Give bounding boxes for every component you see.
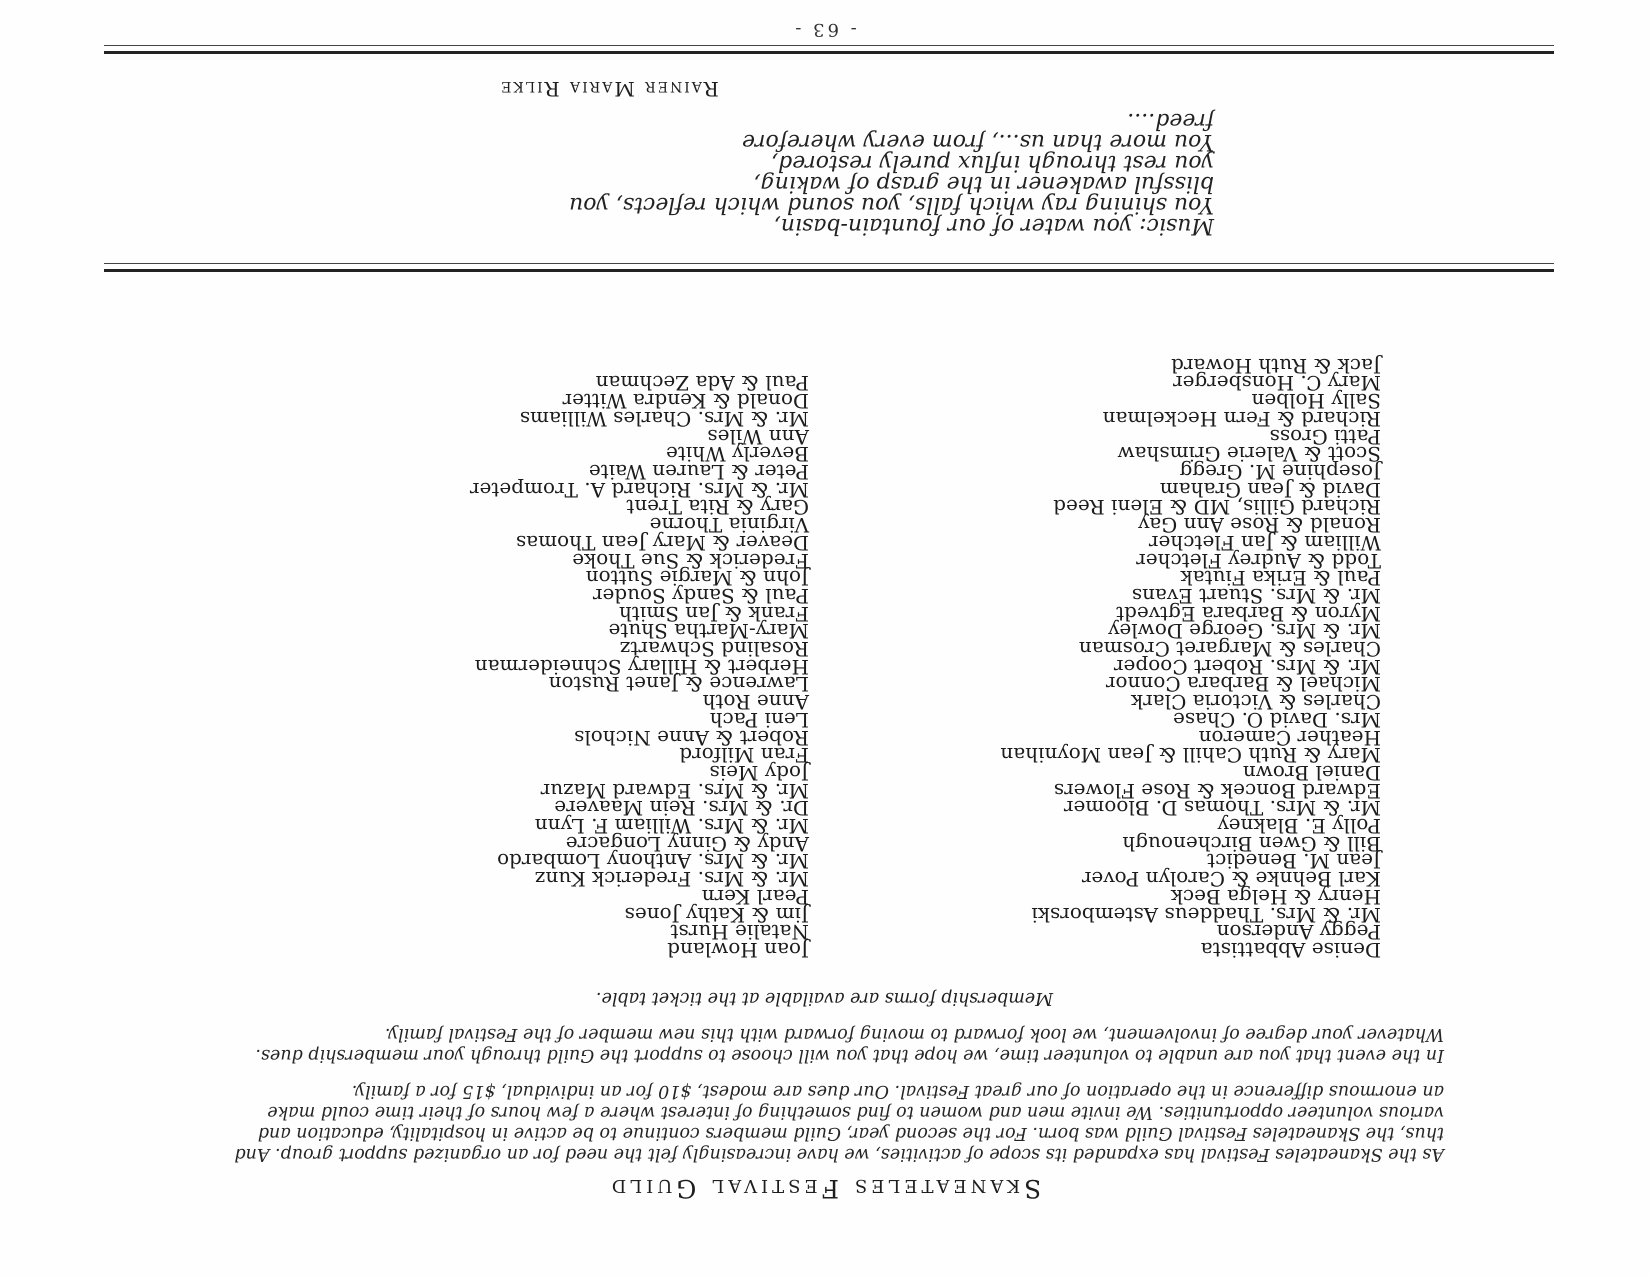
member-name: Richard & Fern Heckelman	[1102, 406, 1381, 431]
member-name: Michael & Barbara Connor	[1105, 672, 1381, 697]
top-rule-thin	[104, 45, 1554, 46]
member-name: Jack & Ruth Howard	[1171, 353, 1381, 378]
member-list-left	[1000, 353, 1381, 962]
membership-forms-note: Membership forms are available at the ticket table.	[595, 988, 1054, 1008]
poem-line: freed....	[1127, 108, 1214, 133]
poem-line: You shining ray which falls, you sound which reflects, you	[569, 192, 1214, 217]
member-name: Jim & Kathy Jones	[624, 902, 809, 927]
member-name: Mr. & Mrs. William F. Lynn	[534, 814, 809, 839]
member-name: Mary & Ruth Cahill & Jean Moynihan	[1000, 743, 1381, 768]
member-name: Mary-Martha Shute	[608, 619, 809, 644]
member-name: Mr. & Mrs. Thomas D. Bloomer	[1063, 796, 1381, 821]
member-name: Beverly White	[666, 442, 809, 467]
member-name: Gary & Rita Trent	[626, 495, 809, 520]
member-list-right	[469, 371, 809, 962]
poem-excerpt	[454, 110, 1214, 236]
member-name: Mr. & Mrs. Richard A. Trompeter	[469, 477, 809, 502]
member-name: Ronald & Rose Ann Gay	[1138, 513, 1381, 538]
member-name: Joan Howland	[667, 938, 809, 962]
intro-line: In the event that you are unable to volunteer time, we hope that you will choose to support the Guild through your membership dues.	[255, 1045, 1444, 1065]
member-name: Frederick & Sue Thoke	[572, 548, 809, 573]
member-name: Patti Gross	[1269, 424, 1381, 449]
member-name: Paul & Sandy Souder	[592, 583, 809, 608]
member-name: Henry & Helga Beck	[1170, 884, 1381, 909]
member-name: Leni Pach	[709, 707, 809, 732]
member-name: Mr. & Mrs. Thaddeus Astemborski	[1031, 902, 1381, 927]
intro-line: an enormous difference in the operation of our great Festival. Our dues are modest, $10 for an individual, $15 for a family.	[351, 1081, 1444, 1101]
member-name: Todd & Audrey Fletcher	[1136, 548, 1381, 573]
member-name: Dr. & Mrs. Rein Maavere	[554, 796, 809, 821]
intro-line: various volunteer opportunities. We invite men and women to find something of interest where a few hours of their time could make	[267, 1102, 1444, 1122]
poem-line: you rest through influx purely restored,	[771, 150, 1214, 175]
member-name: Bill & Gwen Birchenough	[1122, 831, 1381, 856]
member-name: Peggy Anderson	[1216, 920, 1381, 945]
member-name: Mrs. David O. Chase	[1173, 707, 1381, 732]
member-name: Josephine M. Gregg	[1179, 460, 1381, 485]
member-name: Fran Milford	[679, 743, 809, 768]
member-name: Natalie Hurst	[670, 920, 809, 945]
member-name: Mr. & Mrs. Edward Mazur	[540, 778, 809, 803]
member-name: Frank & Jan Smith	[618, 601, 809, 626]
member-name: Mr. & Mrs. Anthony Lombardo	[497, 849, 809, 874]
member-name: Donald & Kendra Witter	[562, 389, 809, 414]
member-name: Mr. & Mrs. Robert Cooper	[1113, 654, 1381, 679]
member-name: Mr. & Mrs. George Dowley	[1108, 619, 1381, 644]
member-name: Herbert & Hillary Schneiderman	[474, 654, 809, 679]
intro-line: thus, the Skaneateles Festival Guild was born. For the second year, Guild members continue to be active in hospitality, education and	[257, 1123, 1444, 1143]
member-name: Edward Boncek & Rose Flowers	[1053, 778, 1381, 803]
member-name: Paul & Ada Zechman	[595, 371, 809, 396]
member-name: Myron & Barbara Egtvedt	[1116, 601, 1381, 626]
section-rule-thin	[104, 263, 1554, 264]
member-name: Anne Roth	[702, 690, 809, 715]
member-name: Mr. & Mrs. Stuart Evans	[1131, 583, 1381, 608]
intro-line: As the Skaneateles Festival has expanded its scope of activities, we have increasingly felt the need for an organized support group. And	[234, 1144, 1444, 1164]
member-name: Rosalind Schwartz	[619, 637, 809, 662]
member-name: Mary C. Honsberger	[1173, 371, 1381, 396]
member-name: Jody Meis	[709, 760, 809, 785]
top-rule	[104, 51, 1554, 54]
member-name: John & Margie Sutton	[585, 566, 809, 591]
member-name: Daniel Brown	[1242, 760, 1381, 785]
member-name: Pearl Kern	[701, 884, 809, 909]
member-name: Polly E. Blakney	[1217, 814, 1381, 839]
member-name: Mr. & Mrs. Frederick Kunz	[534, 867, 809, 892]
member-name: Charles & Victoria Clark	[1131, 690, 1381, 715]
poem-line: You more than us..., from every wherefore	[741, 129, 1214, 154]
section-rule	[104, 269, 1554, 272]
member-name: Scott & Valerie Grimshaw	[1117, 442, 1381, 467]
member-name: Charles & Margaret Crosman	[1078, 637, 1381, 662]
member-name: Peter & Lauren Waite	[588, 460, 809, 485]
member-name: Virginia Thorne	[649, 513, 809, 538]
member-name: Paul & Erika Fiutak	[1180, 566, 1381, 591]
guild-intro	[184, 1023, 1444, 1164]
member-name: Lawrence & Janet Ruston	[548, 672, 809, 697]
member-name: William & Jan Fletcher	[1148, 530, 1381, 555]
member-name: David & Jean Graham	[1159, 477, 1381, 502]
member-name: Ann Wiles	[707, 424, 809, 449]
member-name: Deaver & Mary Jean Thomas	[515, 530, 809, 555]
member-name: Robert & Anne Nichols	[574, 725, 809, 750]
member-name: Sally Holben	[1251, 389, 1381, 414]
poem-line: Music: you water of our fountain-basin,	[773, 213, 1214, 238]
member-name: Andy & Ginny Longacre	[565, 831, 809, 856]
member-name: Jean M. Benedict	[1207, 849, 1381, 874]
poem-line: blissful awakener in the grasp of waking,	[753, 171, 1214, 196]
member-name: Mr. & Mrs. Charles Williams	[519, 406, 809, 431]
poem-author: Rainer Maria Rilke	[499, 77, 719, 101]
page-number: - 63 -	[792, 19, 857, 40]
guild-title: Skaneateles Festival Guild	[607, 1174, 1042, 1203]
member-name: Richard Gillis, MD & Eleni Reed	[1053, 495, 1381, 520]
intro-line: Whatever your degree of involvement, we look forward to moving forward with this new member of the Festival family.	[384, 1024, 1444, 1044]
member-name: Heather Cameron	[1198, 725, 1381, 750]
member-name: Denise Abbattista	[1200, 938, 1381, 962]
member-name: Karl Behnke & Carolyn Pover	[1081, 867, 1381, 892]
